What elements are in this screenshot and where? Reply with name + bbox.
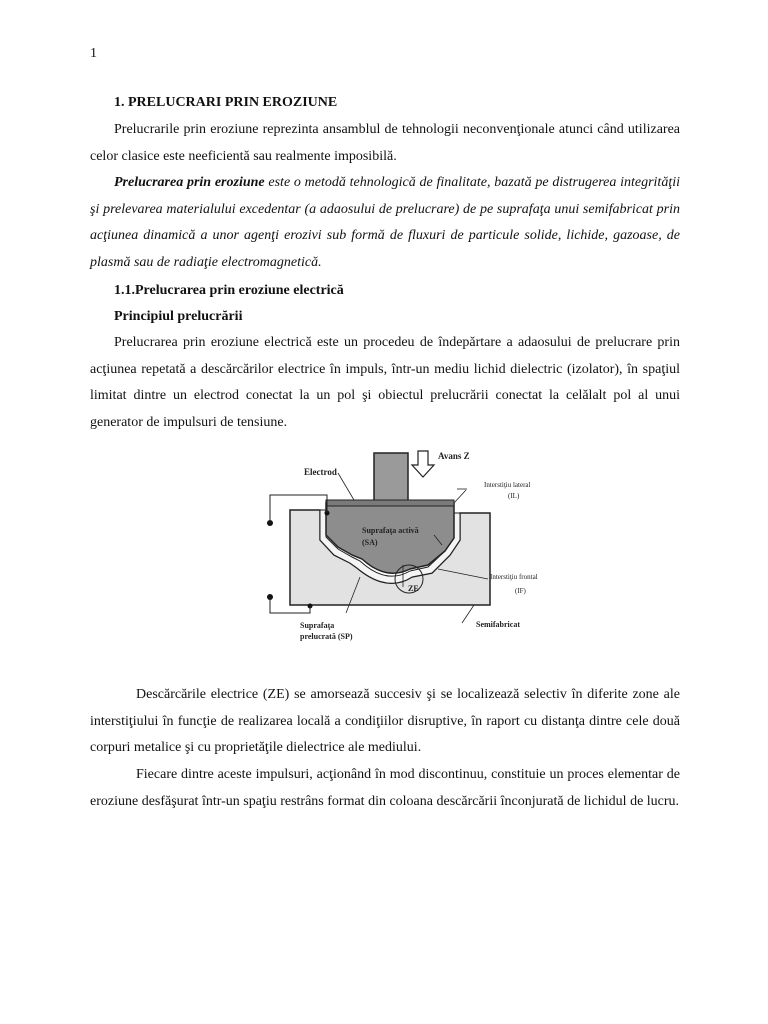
electrode-shank	[374, 453, 408, 503]
paragraph-principle: Prelucrarea prin eroziune electrică este un procedeu de îndepărtare a adaosului de prelucrare prin acţiunea repetată a descărcărilor electrice în impuls, într-un mediu lichid dielectric (izolator), în spaţiul limitat dintre un electrod conectat la un pol şi obiectul prelucrării conectat la celălalt pol al unui generator de impulsuri de tensiune.	[90, 335, 680, 430]
definition-term: Prelucrarea prin eroziune	[114, 175, 265, 190]
paragraph-definition	[90, 170, 680, 276]
paragraph-discharges: Descărcările electrice (ZE) se amorsează succesiv şi se localizează selectiv în diferite zone ale interstiţiului în funcţie de realizarea locală a condiţiilor disruptive, în raport cu distanţa dintre cele două corpuri metalice şi cu proprietăţile dielectrice ale mediului.	[90, 687, 680, 755]
label-il: (IL)	[508, 492, 520, 500]
definition-text: este o metodă tehnologică de finalitate, bazată pe distrugerea integrităţii şi prelevarea materialului excedentar (a adaosului de prelucrare) de pe suprafaţa unui semifabricat prin acţiunea dinamică a unor agenţi erozivi sub formă de fluxuri de particule solide, lichide, gazoase, de plasmă sau de radiaţie electromagnetică.	[90, 175, 680, 270]
paragraph-intro: Prelucrarile prin eroziune reprezinta ansamblul de tehnologii neconvenţionale atunci când utilizarea celor clasice este neeficientă sau realmente imposibilă.	[90, 122, 680, 164]
label-electrod: Electrod	[304, 467, 337, 477]
heading-eroziune-electrica: 1.1.Prelucrarea prin eroziune electrică	[114, 283, 344, 298]
label-sa: (SA)	[362, 538, 378, 547]
heading-principiul-prelucrarii: Principiul prelucrării	[114, 309, 243, 324]
avans-arrow-icon	[412, 451, 434, 477]
label-suprafata-prelucrata-2: prelucrată (SP)	[300, 632, 353, 641]
heading-prelucrari-prin-eroziune: 1. PRELUCRARI PRIN EROZIUNE	[114, 95, 338, 110]
edm-diagram	[262, 445, 562, 650]
label-if: (IF)	[515, 587, 526, 595]
label-interstitiu-frontal: Interstiţiu frontal	[490, 573, 538, 581]
electrode-plate	[326, 500, 454, 506]
label-ze: ZE	[408, 584, 419, 593]
label-suprafata-prelucrata-1: Suprafaţa	[300, 621, 335, 630]
paragraph-impulses: Fiecare dintre aceste impulsuri, acţionând în mod discontinuu, constituie un proces elementar de eroziune desfăşurat într-un spaţiu restrâns format din coloana descărcării înconjurată de lichidul de lucru.	[90, 767, 680, 809]
label-semifabricat: Semifabricat	[476, 620, 520, 629]
label-suprafata-activa: Suprafaţa activă	[362, 526, 419, 535]
label-avans-z: Avans Z	[438, 451, 470, 461]
page-number: 1	[90, 46, 97, 61]
label-interstitiu-lateral: Interstiţiu lateral	[484, 481, 531, 489]
